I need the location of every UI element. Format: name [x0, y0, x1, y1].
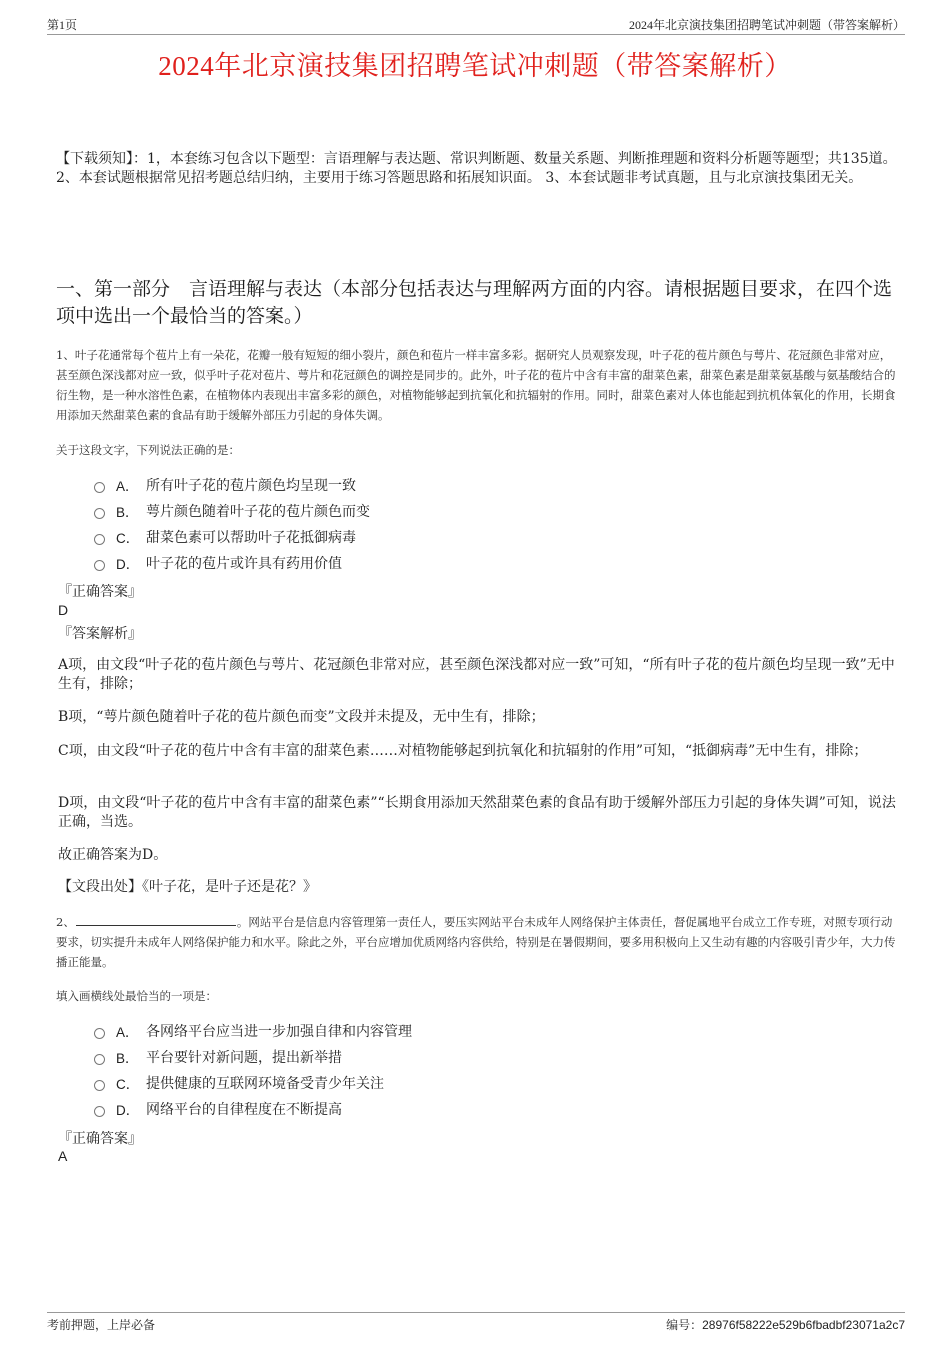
radio-icon[interactable]: [94, 1028, 105, 1039]
q1-analysis-d: D项，由文段“叶子花的苞片中含有丰富的甜菜色素”“长期食用添加天然甜菜色素的食品有助于缓解外部压力引起的身体失调”可知，说法正确，当选。: [58, 795, 896, 830]
q1-source: 【文段出处】《叶子花，是叶子还是花？》: [58, 879, 317, 895]
q2-option-d[interactable]: D． 网络平台的自律程度在不断提高: [94, 1096, 412, 1122]
q2-option-c[interactable]: C． 提供健康的互联网环境备受青少年关注: [94, 1070, 412, 1096]
q1-answer-label: 『正确答案』: [58, 584, 142, 600]
footer-code: 编号：28976f58222e529b6fbadbf23071a2c7: [666, 1318, 905, 1332]
page-title: 2024年北京演技集团招聘笔试冲刺题（带答案解析）: [158, 51, 792, 81]
radio-icon[interactable]: [94, 482, 105, 493]
q1-option-d[interactable]: D． 叶子花的苞片或许具有药用价值: [94, 550, 370, 576]
radio-icon[interactable]: [94, 1106, 105, 1117]
q1-answer: D: [58, 602, 69, 618]
radio-icon[interactable]: [94, 1080, 105, 1091]
q1-option-a[interactable]: A． 所有叶子花的苞片颜色均呈现一致: [94, 472, 370, 498]
q1-analysis-c: C项，由文段“叶子花的苞片中含有丰富的甜菜色素……对植物能够起到抗氧化和抗辐射的作用”可知，“抵御病毒”无中生有，排除；: [58, 743, 868, 759]
q1-passage: 1、叶子花通常每个苞片上有一朵花，花瓣一般有短短的细小裂片，颜色和苞片一样丰富多彩。据研究人员观察发现，叶子花的苞片颜色与萼片、花冠颜色非常对应，甚至颜色深浅都对应一致，似乎叶子花对苞片、萼片和花冠颜色的调控是同步的。此外，叶子花的苞片中含有丰富的甜菜色素，甜菜色素是甜菜氨基酸与氨基酸结合的衍生物，是一种水溶性色素，在植物体内表现出丰富多彩的颜色，对植物能够起到抗氧化和抗辐射的作用。同时，甜菜色素对人体也能起到抗机体氧化的作用，长期食用添加天然甜菜色素的食品有助于缓解外部压力引起的身体失调。: [56, 348, 896, 422]
q1-option-b[interactable]: B． 萼片颜色随着叶子花的苞片颜色而变: [94, 498, 370, 524]
radio-icon[interactable]: [94, 534, 105, 545]
q2-answer: A: [58, 1148, 68, 1164]
footer-slogan: 考前押题，上岸必备: [47, 1318, 156, 1332]
q2-answer-label: 『正确答案』: [58, 1131, 142, 1147]
q2-options: [94, 1018, 412, 1122]
q1-option-c[interactable]: C． 甜菜色素可以帮助叶子花抵御病毒: [94, 524, 370, 550]
q1-conclusion: 故正确答案为D。: [58, 847, 168, 863]
fill-blank: [76, 914, 236, 926]
header-doc-title: 2024年北京演技集团招聘笔试冲刺题（带答案解析）: [628, 18, 905, 32]
radio-icon[interactable]: [94, 1054, 105, 1065]
radio-icon[interactable]: [94, 508, 105, 519]
q2-question: 填入画横线处最恰当的一项是：: [56, 989, 217, 1003]
q1-analysis-b: B项，“萼片颜色随着叶子花的苞片颜色而变”文段并未提及，无中生有，排除；: [58, 709, 545, 725]
download-notice: 【下载须知】：1，本套练习包含以下题型：言语理解与表达题、常识判断题、数量关系题、判断推理题和资料分析题等题型；共135道。 2、本套试题根据常见招考题总结归纳，主要用于练习答题思路和拓展知识面。 3、本套试题非考试真题，且与北京演技集团无关。: [56, 151, 897, 186]
radio-icon[interactable]: [94, 560, 105, 571]
page-number: 第1页: [47, 18, 78, 32]
q1-question: 关于这段文字，下列说法正确的是：: [56, 443, 240, 457]
q2-option-b[interactable]: B． 平台要针对新问题，提出新举措: [94, 1044, 412, 1070]
page-header: [47, 16, 905, 35]
q2-option-a[interactable]: A． 各网络平台应当进一步加强自律和内容管理: [94, 1018, 412, 1044]
section-heading: 一、第一部分 言语理解与表达（本部分包括表达与理解两方面的内容。请根据题目要求，在四个选项中选出一个最恰当的答案。）: [56, 278, 893, 327]
q1-analysis-label: 『答案解析』: [58, 626, 142, 642]
q1-options: [94, 472, 370, 576]
q2-passage: 2、 。网站平台是信息内容管理第一责任人，要压实网站平台未成年人网络保护主体责任，督促属地平台成立工作专班，对照专项行动要求，切实提升未成年人网络保护能力和水平。除此之外，平台应增加优质网络内容供给，特别是在暑假期间，要多用积极向上又生动有趣的内容吸引青少年，大力传播正能量。: [56, 915, 896, 969]
q1-analysis-a: A项，由文段“叶子花的苞片颜色与萼片、花冠颜色非常对应，甚至颜色深浅都对应一致”可知，“所有叶子花的苞片颜色均呈现一致”无中生有，排除；: [58, 657, 895, 692]
page-footer: [47, 1312, 905, 1333]
